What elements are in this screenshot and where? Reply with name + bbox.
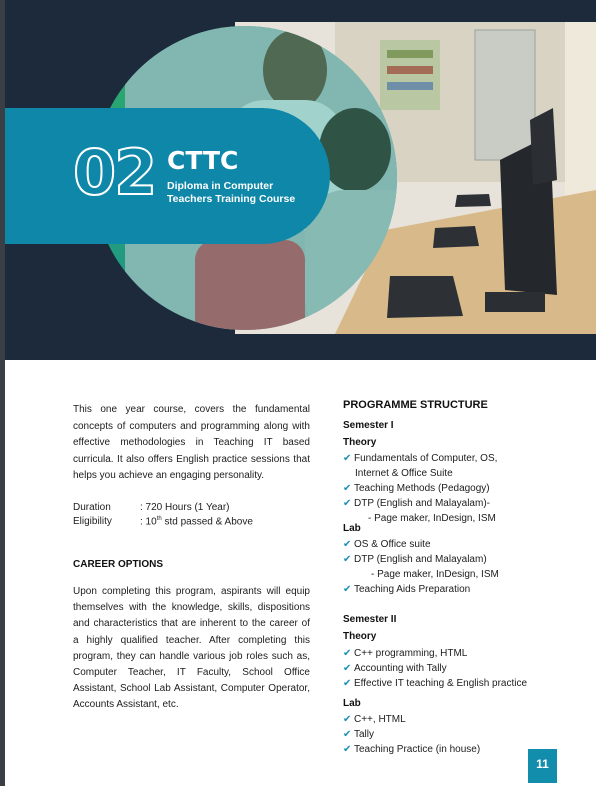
course-subtitle [167,180,327,206]
check-icon: ✔ [343,744,352,755]
list-item-text: OS & Office suite [354,539,431,550]
semester-1-lab-label: Lab [343,523,361,534]
list-item [343,539,431,550]
list-item-text: C++, HTML [354,714,406,725]
career-paragraph: Upon completing this program, aspirants will equip themselves with the knowledge, skills, dispositions and characteristics that are inherent to the career of a highly qualified teacher. After completing this program, they can handle various job roles such as, Computer Teacher, IT Faculty, School Office Assistant, School Lab Assistant, Computer Operator, Accounts Assistant, etc. [73,586,310,711]
list-item [343,678,527,689]
eligibility-label: Eligibility [73,516,112,527]
list-item [343,584,470,595]
check-icon: ✔ [343,648,352,659]
list-item-text: DTP (English and Malayalam)- [354,498,490,509]
course-badge [5,108,330,244]
list-item-continuation: - Page maker, InDesign, ISM [368,513,496,524]
list-item-text: Teaching Methods (Pedagogy) [354,483,490,494]
hero-banner [5,0,596,360]
course-number: 02 [73,136,156,209]
semester-2-lab-label: Lab [343,698,361,709]
check-icon: ✔ [343,714,352,725]
check-icon: ✔ [343,554,352,565]
semester-2-title: Semester II [343,614,397,625]
eligibility-suffix: std passed & Above [161,516,253,528]
semester-1-theory-label: Theory [343,437,377,448]
eligibility-sup: th [156,516,162,522]
list-item [343,648,467,659]
check-icon: ✔ [343,729,352,740]
list-item-text: DTP (English and Malayalam) [354,554,487,565]
list-item [343,729,374,740]
duration-label: Duration [73,502,111,513]
list-item-text: Teaching Aids Preparation [354,584,471,595]
list-item [343,483,490,494]
list-item-text: C++ programming, HTML [354,648,468,659]
semester-2-theory-label: Theory [343,631,377,642]
list-item-continuation: - Page maker, InDesign, ISM [371,569,499,580]
list-item-text: Effective IT teaching & English practice [354,678,528,689]
list-item [343,744,480,755]
check-icon: ✔ [343,539,352,550]
duration-value: : 720 Hours (1 Year) [140,502,230,513]
list-item-continuation: Internet & Office Suite [355,468,453,479]
career-heading: CAREER OPTIONS [73,559,164,570]
check-icon: ✔ [343,483,352,494]
list-item-text: Tally [354,729,375,740]
list-item-text: Teaching Practice (in house) [354,744,481,755]
course-title: CTTC [167,146,239,175]
list-item-text: Fundamentals of Computer, OS, [354,453,498,464]
course-subtitle-line1: Diploma in Computer [167,180,274,192]
list-item [343,453,497,464]
check-icon: ✔ [343,663,352,674]
page-number: 11 [528,749,557,783]
check-icon: ✔ [343,678,352,689]
list-item [343,663,447,674]
check-icon: ✔ [343,584,352,595]
list-item [343,714,406,725]
list-item [343,554,487,565]
check-icon: ✔ [343,453,352,464]
intro-paragraph: This one year course, covers the fundamental concepts of computers and programming along with effective methodologies in Teaching IT based curricula. It also offers English practice sessions that helps you achieve an engaging personality. [73,404,310,481]
course-subtitle-line2: Teachers Training Course [167,193,296,205]
list-item [343,498,490,509]
eligibility-value [140,516,253,527]
check-icon: ✔ [343,498,352,509]
programme-heading: PROGRAMME STRUCTURE [343,399,488,411]
eligibility-prefix: : 10 [140,516,157,528]
semester-1-title: Semester I [343,420,394,431]
list-item-text: Accounting with Tally [354,663,447,674]
